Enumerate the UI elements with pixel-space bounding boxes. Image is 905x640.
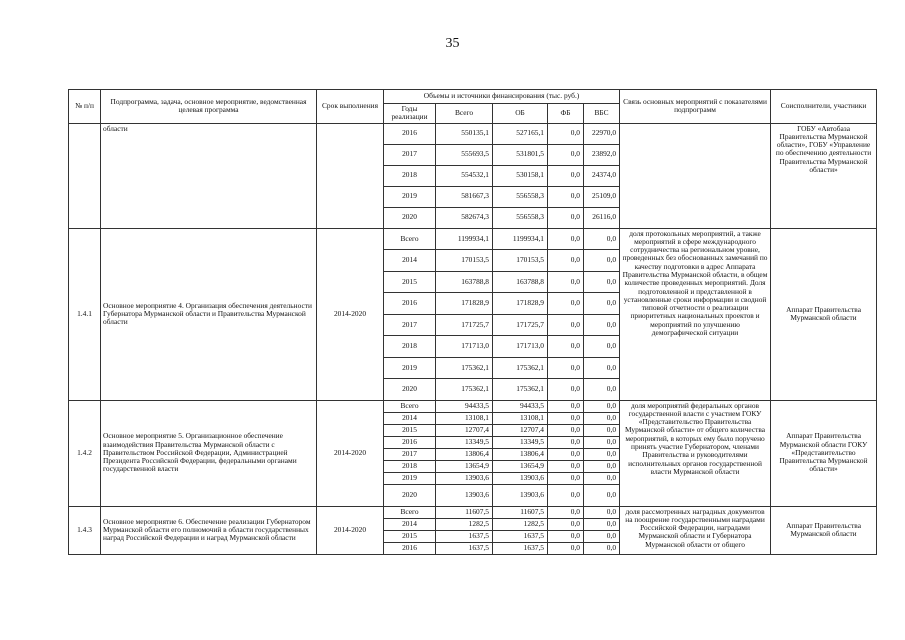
vbs-cell: 0,0 bbox=[584, 314, 620, 336]
total-cell: 171828,9 bbox=[436, 293, 493, 315]
ob-cell: 13903,6 bbox=[493, 472, 548, 484]
indicator-link-cell: доля мероприятий федеральных органов государственной власти с участием ГОКУ «Представительство Правительства Мурманской области» от общего количества мероприятий, в которых ему было поручено принять участие Губернатором, членами Правительства и руководителями исполнительных органов государственной власти Мурманской области bbox=[620, 400, 771, 506]
year-cell: 2016 bbox=[384, 123, 436, 144]
ob-cell: 556558,3 bbox=[493, 207, 548, 228]
vbs-cell: 0,0 bbox=[584, 436, 620, 448]
ob-cell: 13654,9 bbox=[493, 460, 548, 472]
ob-cell: 171828,9 bbox=[493, 293, 548, 315]
vbs-cell: 22970,0 bbox=[584, 123, 620, 144]
year-cell: Всего bbox=[384, 228, 436, 250]
vbs-cell: 23892,0 bbox=[584, 144, 620, 165]
term-cell bbox=[317, 123, 384, 228]
vbs-cell: 0,0 bbox=[584, 460, 620, 472]
year-cell: Всего bbox=[384, 400, 436, 412]
indicator-link-cell bbox=[620, 123, 771, 228]
program-table bbox=[68, 89, 877, 555]
vbs-cell: 0,0 bbox=[584, 412, 620, 424]
year-cell: Всего bbox=[384, 506, 436, 518]
fb-cell: 0,0 bbox=[548, 207, 584, 228]
total-cell: 554532,1 bbox=[436, 165, 493, 186]
executors-cell: Аппарат Правительства Мурманской области bbox=[771, 228, 877, 400]
term-cell: 2014-2020 bbox=[317, 506, 384, 554]
vbs-cell: 0,0 bbox=[584, 228, 620, 250]
table-row bbox=[69, 400, 877, 412]
fb-cell: 0,0 bbox=[548, 436, 584, 448]
ob-cell: 13349,5 bbox=[493, 436, 548, 448]
vbs-cell: 0,0 bbox=[584, 400, 620, 412]
vbs-cell: 25109,0 bbox=[584, 186, 620, 207]
year-cell: 2018 bbox=[384, 165, 436, 186]
program-cell: Основное мероприятие 4. Организация обеспечения деятельности Губернатора Мурманской области и Правительства Мурманской области bbox=[101, 228, 317, 400]
table-row bbox=[69, 506, 877, 518]
fb-cell: 0,0 bbox=[548, 293, 584, 315]
vbs-cell: 0,0 bbox=[584, 250, 620, 272]
year-cell: 2019 bbox=[384, 357, 436, 379]
vbs-cell: 0,0 bbox=[584, 518, 620, 530]
total-cell: 13349,5 bbox=[436, 436, 493, 448]
row-num: 1.4.1 bbox=[69, 228, 101, 400]
year-cell: 2016 bbox=[384, 436, 436, 448]
row-num: 1.4.3 bbox=[69, 506, 101, 554]
year-cell: 2020 bbox=[384, 379, 436, 401]
ob-cell: 175362,1 bbox=[493, 357, 548, 379]
header-executors: Соисполнители, участники bbox=[771, 90, 877, 124]
fb-cell: 0,0 bbox=[548, 530, 584, 542]
vbs-cell: 24374,0 bbox=[584, 165, 620, 186]
fb-cell: 0,0 bbox=[548, 506, 584, 518]
vbs-cell: 26116,0 bbox=[584, 207, 620, 228]
executors-cell: Аппарат Правительства Мурманской области ГОКУ «Представительство Правительства Мурманской области» bbox=[771, 400, 877, 506]
fb-cell: 0,0 bbox=[548, 357, 584, 379]
ob-cell: 11607,5 bbox=[493, 506, 548, 518]
total-cell: 13108,1 bbox=[436, 412, 493, 424]
total-cell: 550135,1 bbox=[436, 123, 493, 144]
total-cell: 13654,9 bbox=[436, 460, 493, 472]
ob-cell: 170153,5 bbox=[493, 250, 548, 272]
year-cell: 2016 bbox=[384, 542, 436, 554]
total-cell: 13806,4 bbox=[436, 448, 493, 460]
executors-cell: ГОБУ «Автобаза Правительства Мурманской области», ГОБУ «Управление по обеспечению деятельности Правительства Мурманской области» bbox=[771, 123, 877, 228]
header-funding: Объемы и источники финансирования (тыс. руб.) bbox=[384, 90, 620, 104]
vbs-cell: 0,0 bbox=[584, 530, 620, 542]
vbs-cell: 0,0 bbox=[584, 484, 620, 506]
total-cell: 12707,4 bbox=[436, 424, 493, 436]
year-cell: 2017 bbox=[384, 144, 436, 165]
page-number: 35 bbox=[445, 36, 460, 51]
fb-cell: 0,0 bbox=[548, 400, 584, 412]
vbs-cell: 0,0 bbox=[584, 379, 620, 401]
ob-cell: 556558,3 bbox=[493, 186, 548, 207]
ob-cell: 163788,8 bbox=[493, 271, 548, 293]
ob-cell: 530158,1 bbox=[493, 165, 548, 186]
header-program: Подпрограмма, задача, основное мероприятие, ведомственная целевая программа bbox=[101, 90, 317, 124]
vbs-cell: 0,0 bbox=[584, 336, 620, 358]
row-num bbox=[69, 123, 101, 228]
fb-cell: 0,0 bbox=[548, 484, 584, 506]
vbs-cell: 0,0 bbox=[584, 293, 620, 315]
fb-cell: 0,0 bbox=[548, 165, 584, 186]
fb-cell: 0,0 bbox=[548, 379, 584, 401]
vbs-cell: 0,0 bbox=[584, 506, 620, 518]
program-cell: Основное мероприятие 6. Обеспечение реализации Губернатором Мурманской области его полномочий в области государственных наград Российской Федерации и наград Мурманской области bbox=[101, 506, 317, 554]
total-cell: 1637,5 bbox=[436, 542, 493, 554]
term-cell: 2014-2020 bbox=[317, 228, 384, 400]
header-fb: ФБ bbox=[548, 104, 584, 124]
total-cell: 175362,1 bbox=[436, 357, 493, 379]
ob-cell: 527165,1 bbox=[493, 123, 548, 144]
total-cell: 11607,5 bbox=[436, 506, 493, 518]
year-cell: 2019 bbox=[384, 186, 436, 207]
fb-cell: 0,0 bbox=[548, 336, 584, 358]
total-cell: 13903,6 bbox=[436, 484, 493, 506]
total-cell: 170153,5 bbox=[436, 250, 493, 272]
year-cell: 2014 bbox=[384, 412, 436, 424]
ob-cell: 1637,5 bbox=[493, 542, 548, 554]
year-cell: 2016 bbox=[384, 293, 436, 315]
ob-cell: 1199934,1 bbox=[493, 228, 548, 250]
header-num: № п/п bbox=[69, 90, 101, 124]
executors-cell: Аппарат Правительства Мурманской области bbox=[771, 506, 877, 554]
table-row bbox=[69, 123, 877, 144]
ob-cell: 13806,4 bbox=[493, 448, 548, 460]
year-cell: 2014 bbox=[384, 518, 436, 530]
total-cell: 171713,0 bbox=[436, 336, 493, 358]
vbs-cell: 0,0 bbox=[584, 357, 620, 379]
fb-cell: 0,0 bbox=[548, 250, 584, 272]
ob-cell: 12707,4 bbox=[493, 424, 548, 436]
ob-cell: 13108,1 bbox=[493, 412, 548, 424]
year-cell: 2020 bbox=[384, 207, 436, 228]
ob-cell: 1282,5 bbox=[493, 518, 548, 530]
fb-cell: 0,0 bbox=[548, 424, 584, 436]
total-cell: 171725,7 bbox=[436, 314, 493, 336]
ob-cell: 171713,0 bbox=[493, 336, 548, 358]
fb-cell: 0,0 bbox=[548, 412, 584, 424]
program-cell: Основное мероприятие 5. Организационное обеспечение взаимодействия Правительства Мурманской области с Правительством Российской Федерации, Администрацией Президента Российской Федерации, федеральными органами государственной власти bbox=[101, 400, 317, 506]
table-body bbox=[69, 123, 877, 554]
total-cell: 175362,1 bbox=[436, 379, 493, 401]
fb-cell: 0,0 bbox=[548, 542, 584, 554]
ob-cell: 171725,7 bbox=[493, 314, 548, 336]
fb-cell: 0,0 bbox=[548, 144, 584, 165]
year-cell: 2014 bbox=[384, 250, 436, 272]
total-cell: 1199934,1 bbox=[436, 228, 493, 250]
fb-cell: 0,0 bbox=[548, 123, 584, 144]
vbs-cell: 0,0 bbox=[584, 542, 620, 554]
ob-cell: 13903,6 bbox=[493, 484, 548, 506]
total-cell: 94433,5 bbox=[436, 400, 493, 412]
header-term: Срок выполнения bbox=[317, 90, 384, 124]
fb-cell: 0,0 bbox=[548, 271, 584, 293]
year-cell: 2015 bbox=[384, 271, 436, 293]
ob-cell: 1637,5 bbox=[493, 530, 548, 542]
year-cell: 2015 bbox=[384, 424, 436, 436]
fb-cell: 0,0 bbox=[548, 314, 584, 336]
ob-cell: 94433,5 bbox=[493, 400, 548, 412]
total-cell: 1637,5 bbox=[436, 530, 493, 542]
vbs-cell: 0,0 bbox=[584, 472, 620, 484]
indicator-link-cell: доля протокольных мероприятий, а также мероприятий в сфере международного сотрудничества на региональном уровне, проведенных без обоснованных замечаний по качеству подготовки в адрес Аппарата Правительства Мурманской области, в общем количестве проведенных мероприятий. Доля подготовленной и представленной в установленные сроки информации и сводной типовой отчетности о реализации приоритетных национальных проектов и мероприятий по улучшению демографической ситуации bbox=[620, 228, 771, 400]
total-cell: 13903,6 bbox=[436, 472, 493, 484]
indicator-link-cell: доля рассмотренных наградных документов на поощрение государственными наградами Российской Федерации, наградами Мурманской области и Губернатора Мурманской области от общего bbox=[620, 506, 771, 554]
year-cell: 2018 bbox=[384, 460, 436, 472]
year-cell: 2018 bbox=[384, 336, 436, 358]
vbs-cell: 0,0 bbox=[584, 448, 620, 460]
fb-cell: 0,0 bbox=[548, 460, 584, 472]
ob-cell: 175362,1 bbox=[493, 379, 548, 401]
fb-cell: 0,0 bbox=[548, 518, 584, 530]
header-total: Всего bbox=[436, 104, 493, 124]
year-cell: 2015 bbox=[384, 530, 436, 542]
total-cell: 581667,3 bbox=[436, 186, 493, 207]
ob-cell: 531801,5 bbox=[493, 144, 548, 165]
year-cell: 2017 bbox=[384, 314, 436, 336]
program-cell: области bbox=[101, 123, 317, 228]
fb-cell: 0,0 bbox=[548, 472, 584, 484]
fb-cell: 0,0 bbox=[548, 448, 584, 460]
total-cell: 555693,5 bbox=[436, 144, 493, 165]
header-vbs: ВБС bbox=[584, 104, 620, 124]
total-cell: 163788,8 bbox=[436, 271, 493, 293]
year-cell: 2017 bbox=[384, 448, 436, 460]
header-link: Связь основных мероприятий с показателями подпрограмм bbox=[620, 90, 771, 124]
total-cell: 582674,3 bbox=[436, 207, 493, 228]
year-cell: 2020 bbox=[384, 484, 436, 506]
fb-cell: 0,0 bbox=[548, 186, 584, 207]
year-cell: 2019 bbox=[384, 472, 436, 484]
table-row bbox=[69, 228, 877, 250]
header-ob: ОБ bbox=[493, 104, 548, 124]
total-cell: 1282,5 bbox=[436, 518, 493, 530]
vbs-cell: 0,0 bbox=[584, 424, 620, 436]
header-years: Годы реализации bbox=[384, 104, 436, 124]
vbs-cell: 0,0 bbox=[584, 271, 620, 293]
term-cell: 2014-2020 bbox=[317, 400, 384, 506]
row-num: 1.4.2 bbox=[69, 400, 101, 506]
fb-cell: 0,0 bbox=[548, 228, 584, 250]
